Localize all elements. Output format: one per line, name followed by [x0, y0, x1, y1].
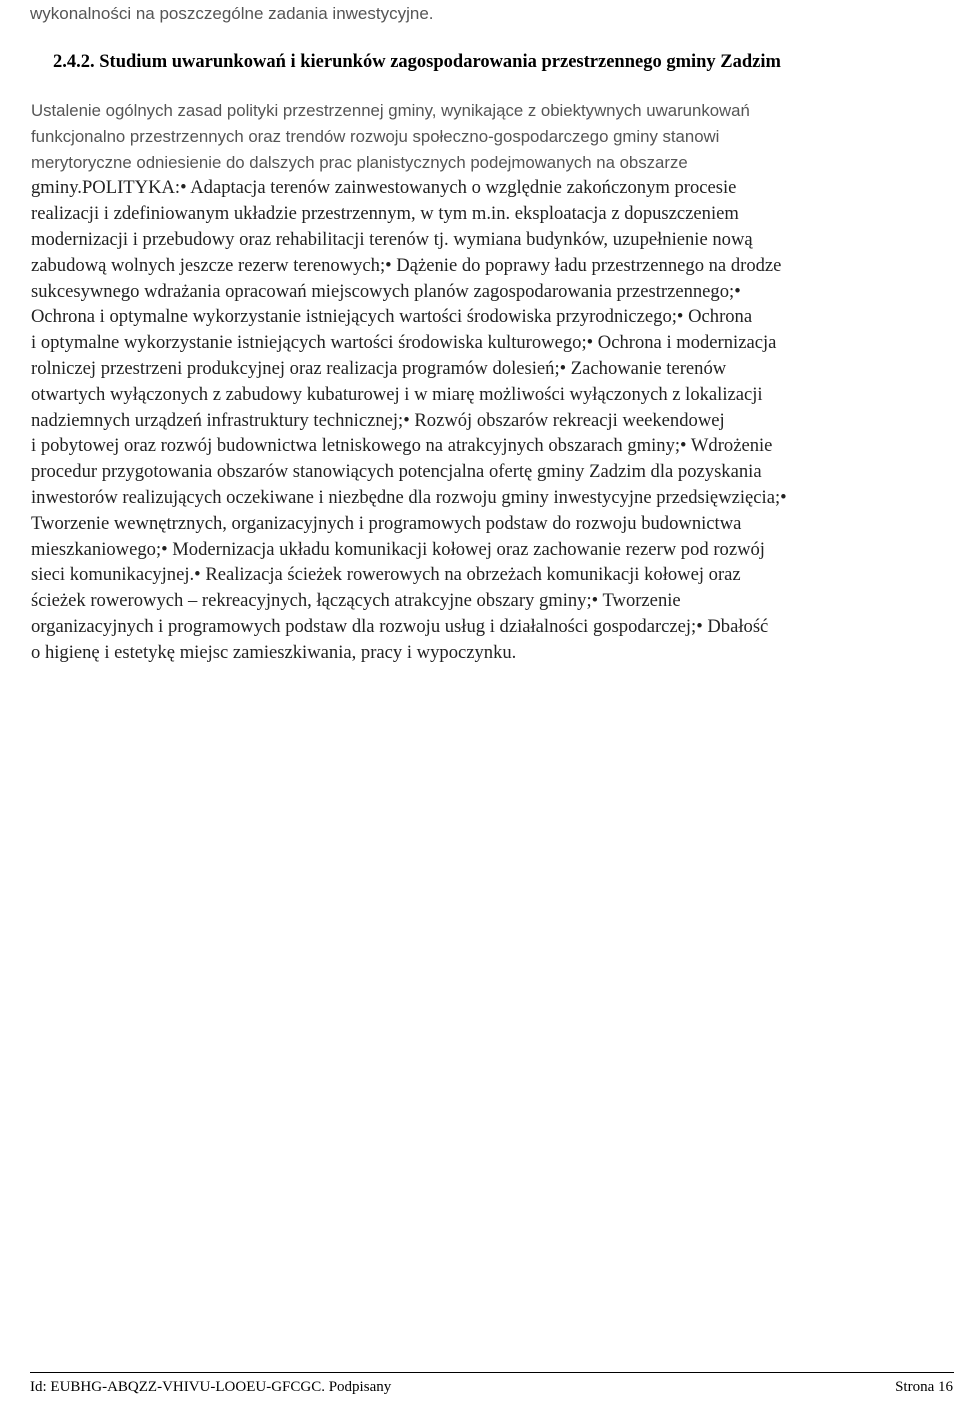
- body-line: modernizacji i przebudowy oraz rehabilitacji terenów tj. wymiana budynków, uzupełnienie nową: [31, 228, 753, 250]
- body-line: nadziemnych urządzeń infrastruktury technicznej;• Rozwój obszarów rekreacji weekendowej: [31, 409, 725, 431]
- body-line: Ochrona i optymalne wykorzystanie istniejących wartości środowiska przyrodniczego;• Ochrona: [31, 306, 753, 328]
- body-line: otwartych wyłączonych z zabudowy kubaturowej i w miarę możliwości wyłączonych z lokalizacji: [31, 383, 763, 405]
- body-line: rolniczej przestrzeni produkcyjnej oraz realizacja programów dolesień;• Zachowanie terenów: [31, 357, 727, 379]
- body-line: inwestorów realizujących oczekiwane i niezbędne dla rozwoju gminy inwestycyjne przedsięwzięcia;•: [31, 486, 787, 508]
- body-line: Tworzenie wewnętrznych, organizacyjnych i programowych podstaw do rozwoju budownictwa: [31, 512, 742, 534]
- body-line: sieci komunikacyjnej.• Realizacja ścieżek rowerowych na obrzeżach komunikacji kołowej oraz: [31, 564, 741, 586]
- body-line: organizacyjnych i programowych podstaw dla rozwoju usług i działalności gospodarczej;• Dbałość: [31, 615, 769, 637]
- body-line: procedur przygotowania obszarów stanowiących potencjalna ofertę gminy Zadzim dla pozyskania: [31, 461, 762, 483]
- footer-page-number: Strona 16: [895, 1379, 953, 1395]
- body-line: ścieżek rowerowych – rekreacyjnych, łączących atrakcyjne obszary gminy;• Tworzenie: [31, 590, 681, 612]
- body-line: merytoryczne odniesienie do dalszych prac planistycznych podejmowanych na obszarze: [31, 152, 688, 172]
- body-line: o higienę i estetykę miejsc zamieszkiwania, pracy i wypoczynku.: [31, 641, 517, 663]
- body-text: [31, 98, 936, 666]
- body-line: i optymalne wykorzystanie istniejących wartości środowiska kulturowego;• Ochrona i modernizacja: [31, 332, 777, 354]
- footer-divider: [30, 1372, 954, 1373]
- footer-document-id: Id: EUBHG-ABQZZ-VHIVU-LOOEU-GFCGC. Podpisany: [30, 1379, 392, 1395]
- body-line: gminy.POLITYKA:• Adaptacja terenów zainwestowanych o względnie zakończonym procesie: [31, 177, 737, 199]
- top-line-text: wykonalności na poszczególne zadania inwestycyjne.: [30, 4, 434, 23]
- body-line: zabudową wolnych jeszcze rezerw terenowych;• Dążenie do poprawy ładu przestrzennego na drodze: [31, 254, 782, 276]
- body-line: Ustalenie ogólnych zasad polityki przestrzennej gminy, wynikające z obiektywnych uwarunkowań: [31, 101, 750, 120]
- body-line: sukcesywnego wdrażania opracowań miejscowych planów zagospodarowania przestrzennego;•: [31, 280, 741, 302]
- body-line: mieszkaniowego;• Modernizacja układu komunikacji kołowej oraz zachowanie rezerw pod rozwój: [31, 538, 765, 560]
- body-line: i pobytowej oraz rozwój budownictwa letniskowego na atrakcyjnych obszarach gminy;• Wdrożenie: [31, 435, 773, 457]
- body-line: funkcjonalno przestrzennych oraz trendów rozwoju społeczno-gospodarczego gminy stanowi: [31, 126, 720, 146]
- section-heading: 2.4.2. Studium uwarunkowań i kierunków zagospodarowania przestrzennego gminy Zadzim: [53, 52, 781, 72]
- body-line: realizacji i zdefiniowanym układzie przestrzennym, w tym m.in. eksploatacja z dopuszczeniem: [31, 203, 739, 225]
